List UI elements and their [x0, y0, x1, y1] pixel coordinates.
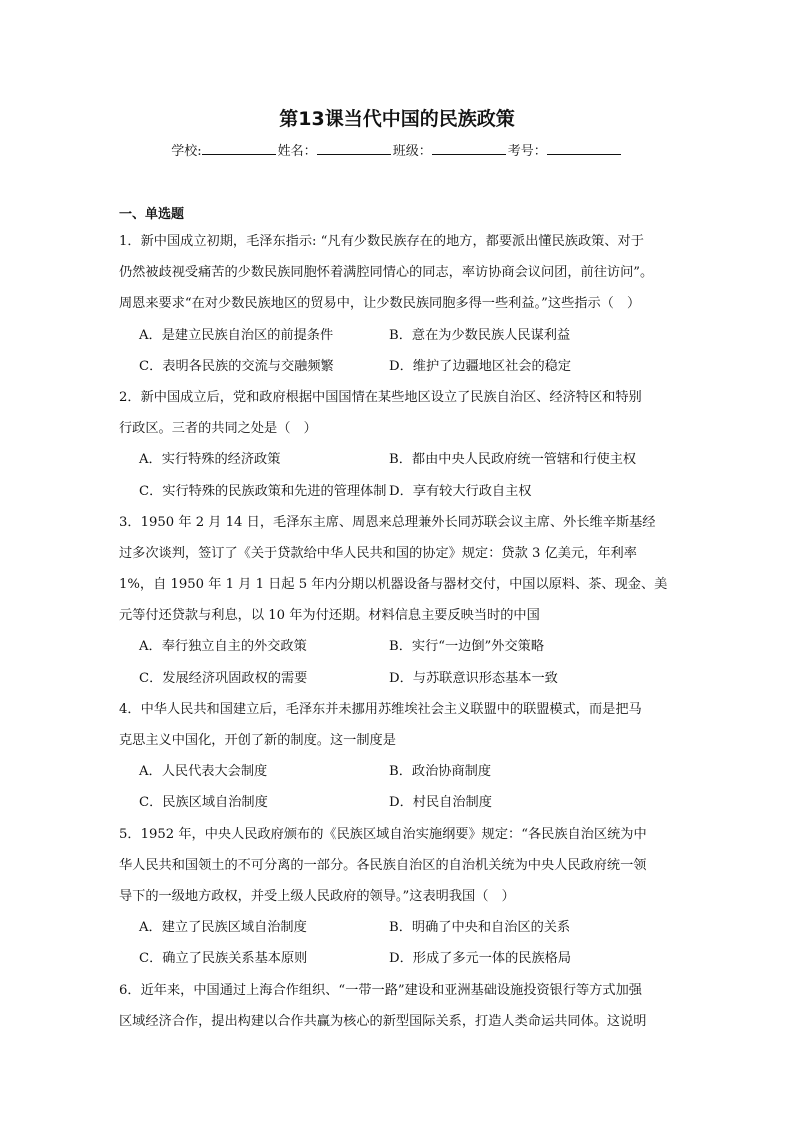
name-blank[interactable] [317, 142, 391, 155]
answer-option[interactable]: A．人民代表大会制度 [139, 764, 268, 780]
question-text-line: 过多次谈判，签订了《关于贷款给中华人民共和国的协定》规定：贷款 3 亿美元，年利率 [119, 545, 637, 561]
answer-option[interactable]: A．建立了民族区域自治制度 [139, 920, 307, 936]
question-text-line: 导下的一级地方政权，并受上级人民政府的领导。”这表明我国（ ） [119, 888, 515, 904]
option-row [119, 320, 681, 351]
section-heading: 一、单选题 [119, 207, 185, 222]
question-text-line: 1．新中国成立初期，毛泽东指示: “凡有少数民族存在的地方，都要派出懂民族政策、对于 [119, 234, 644, 249]
question-text-line: 元等付还贷款与利息，以 10 年为付还期。材料信息主要反映当时的中国 [119, 608, 540, 624]
answer-option[interactable]: C．表明各民族的交流与交融频繁 [139, 358, 334, 374]
question-text-line: 周恩来要求“在对少数民族地区的贸易中，让少数民族同胞多得一些利益。”这些指示（ ） [119, 296, 641, 312]
option-row [119, 787, 681, 818]
page-title: 第13课当代中国的民族政策 [279, 108, 515, 130]
option-row [119, 631, 681, 662]
answer-option[interactable]: D．维护了边疆地区社会的稳定 [389, 358, 572, 374]
answer-option[interactable]: C．确立了民族关系基本原则 [139, 951, 308, 967]
answer-option[interactable]: D．形成了多元一体的民族格局 [389, 951, 572, 967]
question-block [119, 975, 681, 1037]
name-label: 姓名： [277, 144, 317, 159]
student-info-line [0, 140, 794, 159]
answer-option[interactable]: B．都由中央人民政府统一管辖和行使主权 [389, 452, 637, 468]
school-blank[interactable] [202, 142, 276, 155]
answer-option[interactable]: C．发展经济巩固政权的需要 [139, 670, 308, 686]
question-text-line: 5．1952 年，中央人民政府颁布的《民族区域自治实施纲要》规定：“各民族自治区统为中 [119, 826, 647, 842]
question-text-line: 6．近年来，中国通过上海合作组织、“一带一路”建设和亚洲基础设施投资银行等方式加强 [119, 982, 642, 998]
option-row [119, 663, 681, 694]
question-text-line: 4．中华人民共和国建立后，毛泽东并未挪用苏维埃社会主义联盟中的联盟模式，而是把马 [119, 701, 642, 717]
class-blank[interactable] [432, 142, 506, 155]
exam-number-blank[interactable] [547, 142, 621, 155]
question-block [119, 507, 681, 694]
answer-option[interactable]: B．明确了中央和自治区的关系 [389, 920, 571, 936]
option-row [119, 912, 681, 943]
question-text-line: 仍然被歧视受痛苦的少数民族同胞怀着满腔同情心的同志，率访协商会议问团，前往访问”。 [119, 265, 654, 281]
school-label: 学校: [171, 144, 202, 159]
question-text-line: 3．1950 年 2 月 14 日，毛泽东主席、周恩来总理兼外长同苏联会议主席、外长维辛斯基经 [119, 514, 656, 530]
option-row [119, 943, 681, 974]
question-text-line: 克思主义中国化，开创了新的制度。这一制度是 [119, 733, 396, 748]
answer-option[interactable]: A．奉行独立自主的外交政策 [139, 639, 307, 655]
answer-option[interactable]: A．实行特殊的经济政策 [139, 452, 281, 468]
option-row [119, 444, 681, 475]
answer-option[interactable]: B．意在为少数民族人民谋利益 [389, 327, 571, 343]
answer-option[interactable]: C．民族区域自治制度 [139, 795, 268, 811]
question-text-line: 行政区。三者的共同之处是（ ） [119, 421, 317, 437]
question-text-line: 区域经济合作，提出构建以合作共赢为核心的新型国际关系，打造人类命运共同体。这说明 [119, 1013, 647, 1029]
question-block [119, 226, 681, 382]
option-row [119, 756, 681, 787]
question-list [119, 226, 681, 1037]
question-text-line: 2．新中国成立后，党和政府根据中国国情在某些地区设立了民族自治区、经济特区和特别 [119, 389, 642, 405]
answer-option[interactable]: D．村民自治制度 [389, 795, 492, 811]
class-label: 班级： [392, 144, 432, 159]
exam-number-label: 考号： [507, 144, 547, 159]
answer-option[interactable]: B．政治协商制度 [389, 764, 492, 780]
answer-option[interactable]: D．与苏联意识形态基本一致 [389, 670, 558, 686]
question-block [119, 382, 681, 507]
question-block [119, 694, 681, 819]
question-text-line: 1%，自 1950 年 1 月 1 日起 5 年内分期以机器设备与器材交付，中国以原料、茶、现金、美 [119, 577, 668, 593]
answer-option[interactable]: A．是建立民族自治区的前提条件 [139, 327, 334, 343]
answer-option[interactable]: B．实行“一边倒”外交策略 [389, 639, 545, 655]
question-block [119, 819, 681, 975]
option-row [119, 476, 681, 507]
answer-option[interactable]: D．享有较大行政自主权 [389, 483, 532, 499]
answer-option[interactable]: C．实行特殊的民族政策和先进的管理体制 [139, 483, 387, 499]
option-row [119, 351, 681, 382]
question-text-line: 华人民共和国领土的不可分离的一部分。各民族自治区的自治机关统为中央人民政府统一领 [119, 857, 647, 873]
